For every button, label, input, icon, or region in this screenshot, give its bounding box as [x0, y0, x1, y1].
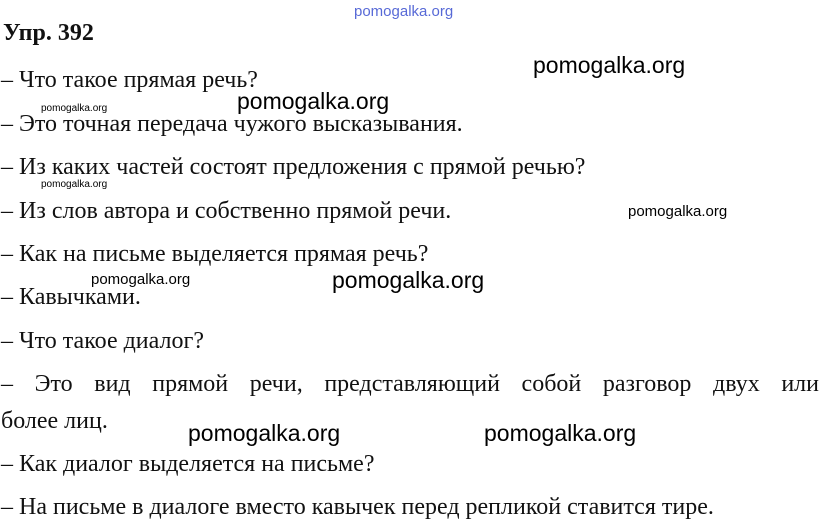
- text-line: – Как на письме выделяется прямая речь?: [1, 241, 429, 267]
- watermark: pomogalka.org: [628, 203, 728, 220]
- exercise-title: Упр. 392: [3, 20, 94, 46]
- text-line: – На письме в диалоге вместо кавычек перед репликой ставится тире.: [1, 494, 714, 520]
- watermark: pomogalka.org: [237, 88, 390, 114]
- text-line: – Как диалог выделяется на письме?: [1, 451, 375, 477]
- text-line: – Из каких частей состоят предложения с прямой речью?: [1, 154, 586, 180]
- text-line: – Это вид прямой речи, представляющий собой разговор двух или: [1, 371, 819, 397]
- watermark: pomogalka.org: [484, 420, 637, 446]
- text-line: – Из слов автора и собственно прямой речи.: [1, 198, 452, 224]
- watermark: pomogalka.org: [41, 103, 108, 114]
- watermark: pomogalka.org: [354, 3, 454, 20]
- text-line: – Кавычками.: [1, 284, 141, 310]
- text-line: более лиц.: [1, 408, 108, 434]
- text-line: – Что такое прямая речь?: [1, 67, 258, 93]
- watermark: pomogalka.org: [533, 52, 686, 78]
- text-line: – Это точная передача чужого высказывания.: [1, 111, 463, 137]
- watermark: pomogalka.org: [41, 179, 108, 190]
- watermark: pomogalka.org: [332, 267, 485, 293]
- watermark: pomogalka.org: [188, 420, 341, 446]
- watermark: pomogalka.org: [91, 271, 191, 288]
- text-line: – Что такое диалог?: [1, 328, 204, 354]
